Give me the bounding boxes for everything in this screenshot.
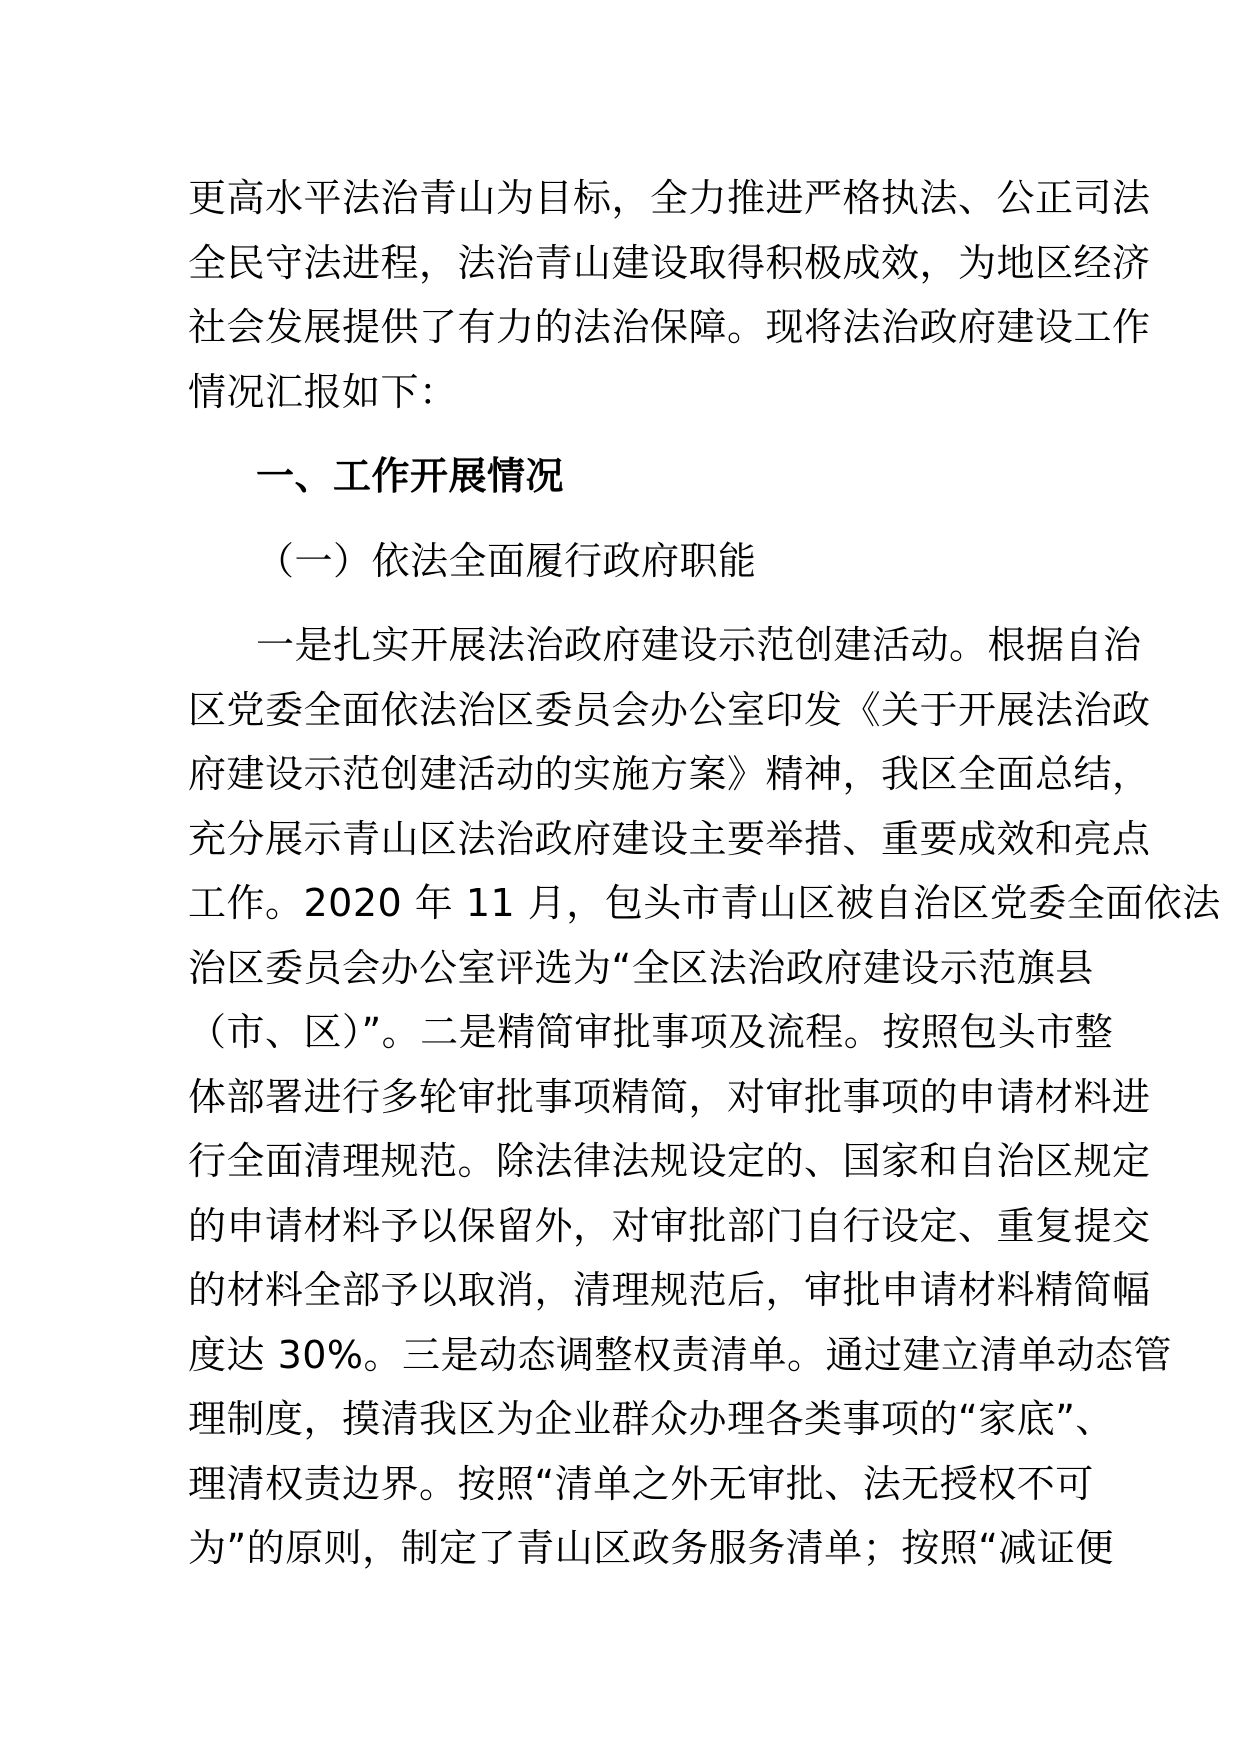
- body-line: 一是扎实开展法治政府建设示范创建活动。根据自治: [256, 623, 1142, 667]
- spacer: [188, 593, 1058, 613]
- intro-line: 社会发展提供了有力的法治保障。现将法治政府建设工作: [188, 305, 1151, 349]
- body-line: 的申请材料予以保留外，对审批部门自行设定、重复提交: [188, 1203, 1151, 1248]
- body-line: 充分展示青山区法治政府建设主要举措、重要成效和亮点: [188, 816, 1151, 861]
- body-line: 府建设示范创建活动的实施方案》精神，我区全面总结，: [188, 752, 1151, 796]
- body-line: 度达 30%。三是动态调整权责清单。通过建立清单动态管: [188, 1332, 1173, 1377]
- intro-line: 更高水平法治青山为目标，全力推进严格执法、公正司法: [188, 176, 1151, 220]
- section-heading: 一、工作开展情况: [256, 454, 565, 498]
- body-line: 理清权责边界。按照“清单之外无审批、法无授权不可: [188, 1461, 1094, 1506]
- body-line: 的材料全部予以取消，清理规范后，审批申请材料精简幅: [188, 1268, 1151, 1312]
- spacer: [188, 424, 1058, 444]
- body-line: （市、区）”。二是精简审批事项及流程。按照包头市整: [188, 1010, 1114, 1054]
- body-line: 行全面清理规范。除法律法规设定的、国家和自治区规定: [188, 1139, 1151, 1183]
- body-line: 体部署进行多轮审批事项精简，对审批事项的申请材料进: [188, 1074, 1151, 1119]
- intro-line: 情况汇报如下：: [188, 369, 458, 414]
- body-line: 治区委员会办公室评选为“全区法治政府建设示范旗县: [188, 945, 1094, 990]
- body-line: 为”的原则，制定了青山区政务服务清单；按照“减证便: [188, 1526, 1114, 1570]
- document-body: [188, 166, 1221, 1581]
- body-line: 工作。2020 年 11 月，包头市青山区被自治区党委全面依法: [188, 881, 1221, 925]
- spacer: [188, 509, 1058, 529]
- intro-line: 全民守法进程，法治青山建设取得积极成效，为地区经济: [188, 240, 1151, 285]
- body-line: 理制度，摸清我区为企业群众办理各类事项的“家底”、: [188, 1397, 1114, 1441]
- subsection-heading: （一）依法全面履行政府职能: [256, 538, 757, 583]
- body-line: 区党委全面依法治区委员会办公室印发《关于开展法治政: [188, 687, 1151, 732]
